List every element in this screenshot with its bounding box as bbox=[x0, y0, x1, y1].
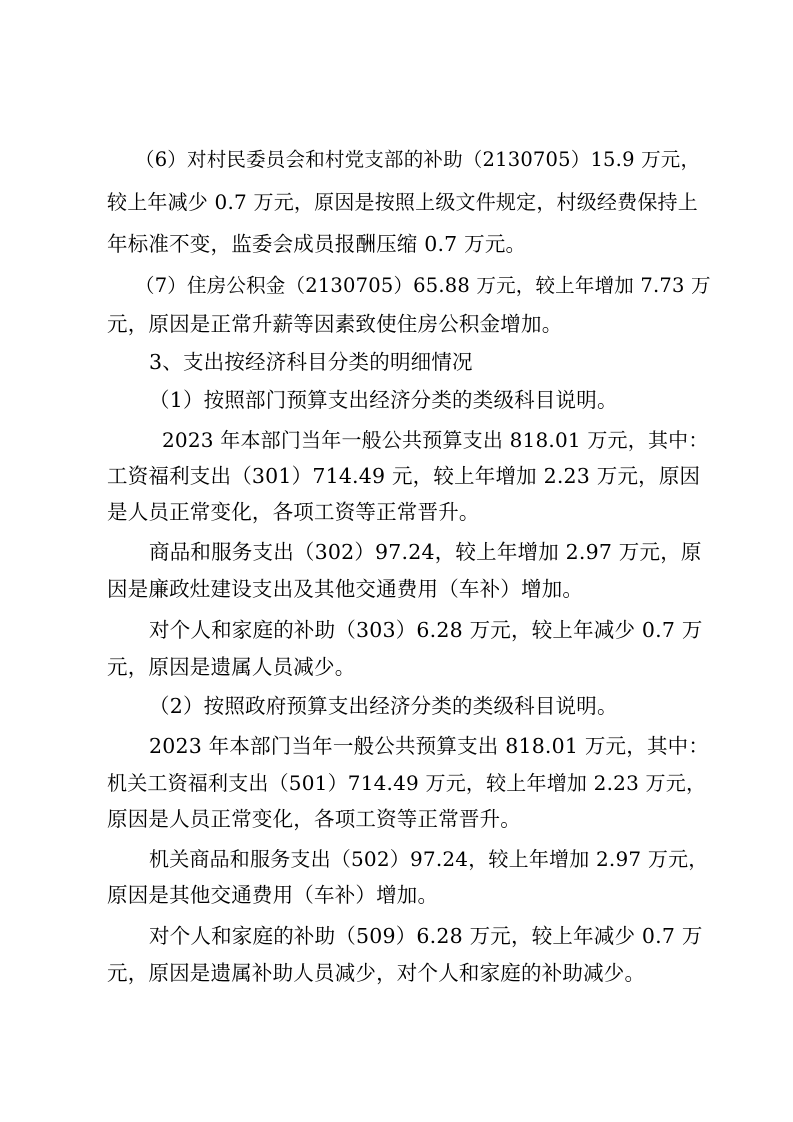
body-text-line: 原因是人员正常变化，各项工资等正常晋升。 bbox=[107, 807, 521, 831]
body-text-line: 对个人和家庭的补助（509）6.28 万元，较上年减少 0.7 万 bbox=[149, 924, 703, 948]
section-heading: 3、支出按经济科目分类的明细情况 bbox=[149, 350, 473, 374]
subsection-heading: （2）按照政府预算支出经济分类的类级科目说明。 bbox=[149, 694, 618, 718]
body-text-line: 元，原因是正常升薪等因素致使住房公积金增加。 bbox=[107, 312, 563, 336]
body-text-line: 商品和服务支出（302）97.24，较上年增加 2.97 万元，原 bbox=[149, 540, 702, 564]
body-text-line: 机关商品和服务支出（502）97.24，较上年增加 2.97 万元， bbox=[149, 847, 709, 871]
body-text-line: 因是廉政灶建设支出及其他交通费用（车补）增加。 bbox=[107, 577, 584, 601]
body-text-line: 对个人和家庭的补助（303）6.28 万元，较上年减少 0.7 万 bbox=[149, 618, 703, 642]
body-text-line: 元，原因是遗属补助人员减少，对个人和家庭的补助减少。 bbox=[107, 961, 646, 985]
body-text-line: 2023 年本部门当年一般公共预算支出 818.01 万元，其中： bbox=[149, 734, 710, 758]
body-text-line: 2023 年本部门当年一般公共预算支出 818.01 万元，其中： bbox=[162, 428, 709, 452]
body-text-line: 是人员正常变化，各项工资等正常晋升。 bbox=[107, 500, 480, 524]
body-text-line: 工资福利支出（301）714.49 元，较上年增加 2.23 万元，原因 bbox=[107, 464, 701, 488]
body-text-line: 年标准不变，监委会成员报酬压缩 0.7 万元。 bbox=[107, 232, 527, 256]
body-text-line: （6）对村民委员会和村党支部的补助（2130705）15.9 万元， bbox=[135, 148, 701, 171]
body-text-line: 较上年减少 0.7 万元，原因是按照上级文件规定，村级经费保持上 bbox=[107, 190, 698, 214]
body-text-line: 机关工资福利支出（501）714.49 万元，较上年增加 2.23 万元， bbox=[107, 771, 707, 795]
body-text-line: （7）住房公积金（2130705）65.88 万元，较上年增加 7.73 万 bbox=[135, 274, 711, 297]
subsection-heading: （1）按照部门预算支出经济分类的类级科目说明。 bbox=[149, 388, 618, 412]
body-text-line: 原因是其他交通费用（车补）增加。 bbox=[107, 883, 439, 907]
body-text-line: 元，原因是遗属人员减少。 bbox=[107, 655, 356, 679]
